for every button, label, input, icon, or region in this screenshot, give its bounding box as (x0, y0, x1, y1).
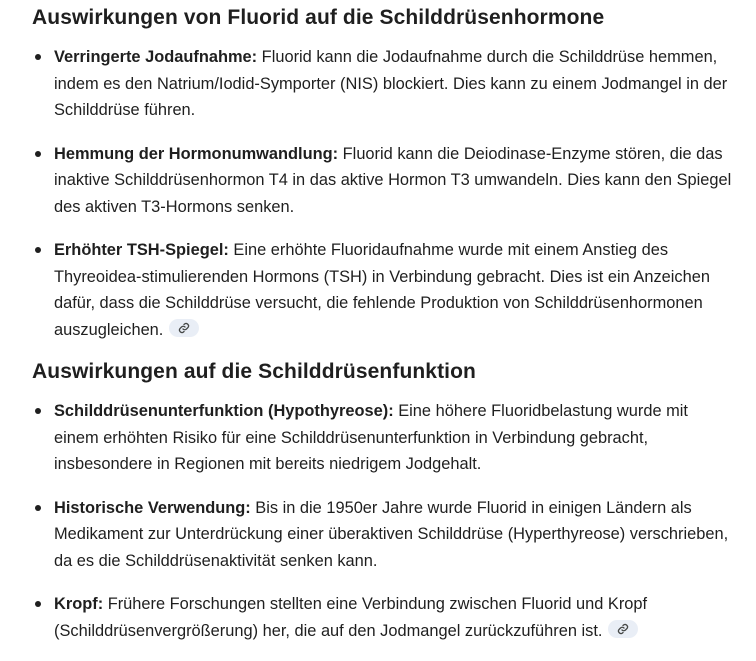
item-text: Eine höhere Fluoridbelastung wurde mit einem erhöhten Risiko für eine Schilddrüsenunterfunktion in Verbindung gebracht, insbesondere in Regionen mit bereits niedrigem Jodgehalt. (54, 402, 688, 473)
item-text: Bis in die 1950er Jahre wurde Fluorid in einigen Ländern als Medikament zur Unterdrückung einer überaktiven Schilddrüse (Hyperthyreose) verschrieben, da es die Schilddrüsenaktivität senken kann. (54, 498, 729, 570)
link-icon (178, 322, 190, 334)
item-text: Fluorid kann die Deiodinase-Enzyme stören, die das inaktive Schilddrüsenhormon T4 in das aktive Hormon T3 umwandeln. Dies kann den Spiegel des aktiven T3-Hormons senken. (54, 144, 732, 216)
item-label: Schilddrüsenunterfunktion (Hypothyreose): (54, 402, 394, 420)
list-item (32, 495, 732, 575)
item-text: Fluorid kann die Jodaufnahme durch die Schilddrüse hemmen, indem es den Natrium/Iodid-Symporter (NIS) blockiert. Dies kann zu einem Jodmangel in der Schilddrüse führen. (54, 48, 728, 119)
list-item (32, 44, 732, 124)
section-heading-function: Auswirkungen auf die Schilddrüsenfunktion (32, 360, 476, 383)
section-heading-hormones: Auswirkungen von Fluorid auf die Schilddrüsenhormone (32, 6, 605, 29)
list-item (32, 141, 732, 221)
item-label: Hemmung der Hormonumwandlung: (54, 144, 339, 163)
link-icon (617, 623, 629, 635)
item-label: Kropf: (54, 595, 104, 613)
item-label: Verringerte Jodaufnahme: (54, 48, 258, 66)
item-text: Frühere Forschungen stellten eine Verbindung zwischen Fluorid und Kropf (Schilddrüsenvergrößerung) her, die auf den Jodmangel zurückzuführen ist. (54, 595, 648, 640)
item-label: Historische Verwendung: (54, 498, 251, 517)
list-item (32, 591, 732, 644)
source-link-button[interactable] (169, 319, 199, 337)
list-item (32, 398, 732, 478)
function-effects-list (32, 398, 732, 661)
list-item (32, 237, 732, 343)
item-text: Eine erhöhte Fluoridaufnahme wurde mit einem Anstieg des Thyreoidea-stimulierenden Hormons (TSH) in Verbindung gebracht. Dies ist ein Anzeichen dafür, dass die Schilddrüse versucht, die fehlende Produktion von Schilddrüsenhormonen auszugleichen. (54, 241, 710, 339)
item-label: Erhöhter TSH-Spiegel: (54, 241, 229, 259)
source-link-button[interactable] (608, 620, 638, 638)
hormone-effects-list (32, 44, 732, 360)
